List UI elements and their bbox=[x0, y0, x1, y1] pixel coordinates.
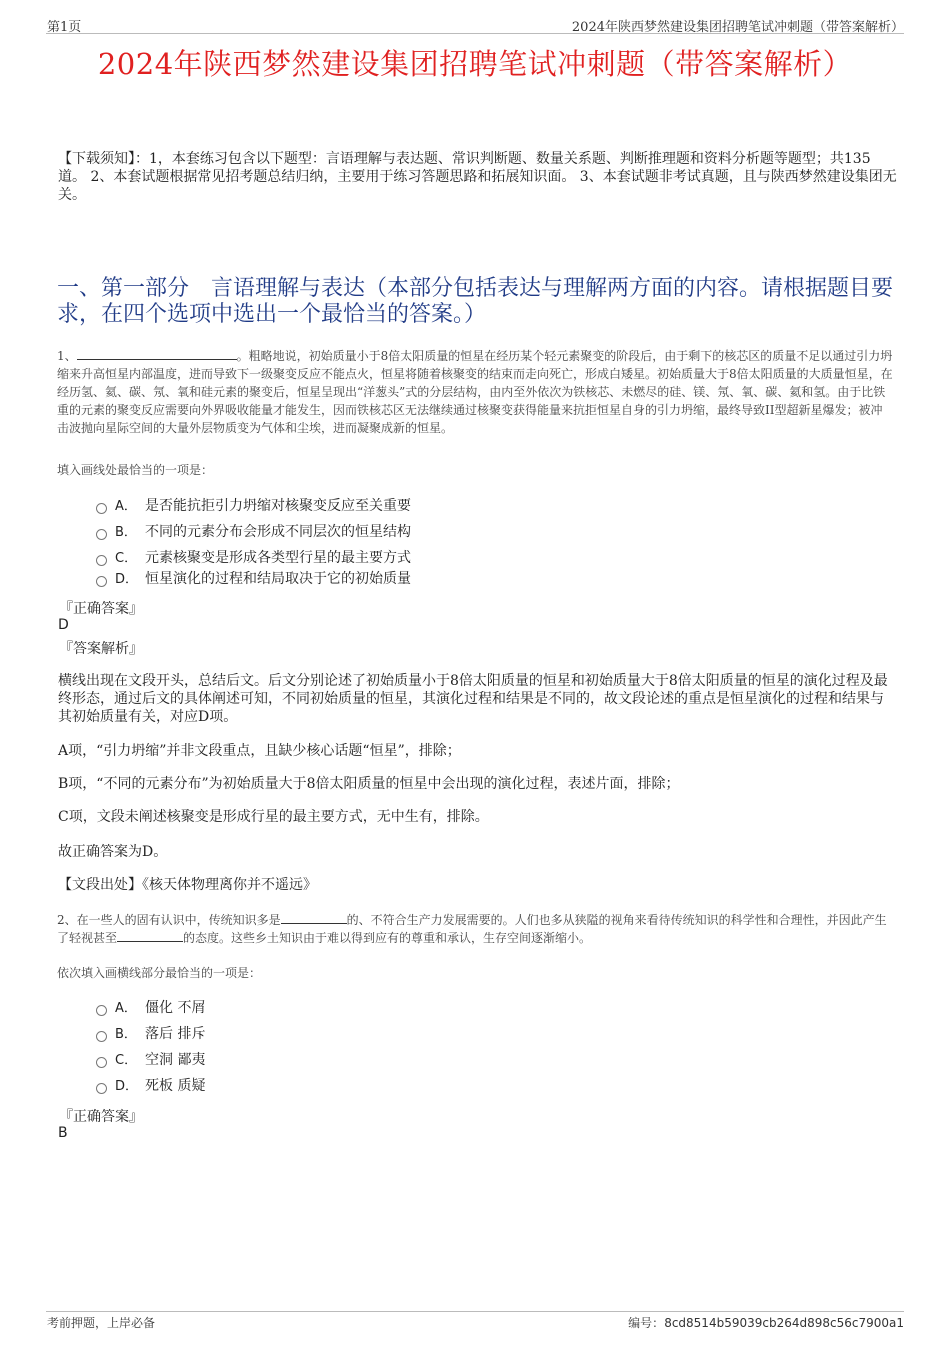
question-2-answer-label: 『正确答案』 bbox=[59, 1109, 143, 1125]
radio-icon[interactable] bbox=[96, 503, 107, 514]
radio-icon[interactable] bbox=[96, 529, 107, 540]
radio-icon[interactable] bbox=[96, 1005, 107, 1016]
page-number: 第1页 bbox=[47, 20, 82, 35]
footer-code-value: 8cd8514b59039cb264d898c56c7900a1 bbox=[664, 1316, 904, 1330]
question-2-answer: B bbox=[58, 1125, 68, 1141]
question-1-option-b[interactable]: B． 不同的元素分布会形成不同层次的恒星结构 bbox=[96, 522, 411, 542]
question-1-number: 1、 bbox=[57, 349, 77, 363]
question-1-answer-label: 『正确答案』 bbox=[59, 601, 143, 617]
question-1-body: 。粗略地说，初始质量小于8倍太阳质量的恒星在经历某个轻元素聚变的阶段后，由于剩下的核芯区的质量不足以通过引力坍缩来升高恒星内部温度，进而导致下一级聚变反应不能点火，恒星将随着核聚变的结束而走向死亡，形成白矮星。初始质量大于8倍太阳质量的大质量恒星，在经历氢、氦、碳、氖、氧和硅元素的聚变后，恒星呈现出“洋葱头”式的分层结构，由内至外依次为铁核芯、未燃尽的硅、镁、氖、氧、碳、氦和氢。由于比铁重的元素的聚变反应需要向外界吸收能量才能发生，因而铁核芯区无法继续通过核聚变获得能量来抗拒恒星自身的引力坍缩，最终导致II型超新星爆发；被冲击波抛向星际空间的大量外层物质变为气体和尘埃，进而凝聚成新的恒星。 bbox=[57, 349, 893, 435]
analysis-paragraph: 横线出现在文段开头，总结后文。后文分别论述了初始质量小于8倍太阳质量的恒星和初始质量大于8倍太阳质量的恒星的演化过程及最终形态，通过后文的具体阐述可知，不同初始质量的恒星，其演化过程和结果是不同的，故文段论述的重点是恒星演化的过程和结果与其初始质量有关，对应D项。 bbox=[58, 673, 888, 725]
footer-divider bbox=[46, 1311, 904, 1312]
analysis-paragraph: C项，文段未阐述核聚变是形成行星的最主要方式，无中生有，排除。 bbox=[58, 809, 489, 825]
question-1-text bbox=[57, 347, 893, 437]
analysis-paragraph: B项，“不同的元素分布”为初始质量大于8倍太阳质量的恒星中会出现的演化过程，表述片面，排除； bbox=[58, 776, 680, 792]
question-2-prompt: 依次填入画横线部分最恰当的一项是： bbox=[57, 966, 262, 980]
question-1-option-d[interactable]: D． 恒星演化的过程和结局取决于它的初始质量 bbox=[96, 569, 411, 589]
question-2-text: 2、在一些人的固有认识中，传统知识多是 的、不符合生产力发展需要的。人们也多从狭隘的视角来看待传统知识的科学性和合理性，并因此产生了轻视甚至 的态度。这些乡土知识由于难以得到应有的尊重和承认，生存空间逐渐缩小。 bbox=[57, 913, 887, 945]
radio-icon[interactable] bbox=[96, 1083, 107, 1094]
question-2-blank-2 bbox=[117, 929, 183, 942]
analysis-paragraph: 故正确答案为D。 bbox=[58, 844, 168, 860]
question-1-answer: D bbox=[58, 617, 69, 633]
radio-icon[interactable] bbox=[96, 1031, 107, 1042]
question-2-option-d[interactable]: D． 死板 质疑 bbox=[96, 1076, 205, 1096]
question-1-option-a[interactable]: A． 是否能抗拒引力坍缩对核聚变反应至关重要 bbox=[96, 496, 411, 516]
analysis-source: 【文段出处】《核天体物理离你并不遥远》 bbox=[58, 877, 317, 893]
footer-code-label: 编号： bbox=[628, 1316, 665, 1330]
question-2-number: 2、 bbox=[57, 913, 77, 927]
footer-slogan: 考前押题，上岸必备 bbox=[47, 1316, 156, 1330]
question-1-prompt: 填入画线处最恰当的一项是： bbox=[57, 463, 214, 477]
question-2-option-a[interactable]: A． 僵化 不屑 bbox=[96, 998, 205, 1018]
header-doc-title: 2024年陕西梦然建设集团招聘笔试冲刺题（带答案解析） bbox=[571, 20, 904, 35]
footer-code bbox=[628, 1314, 904, 1331]
analysis-paragraph: A项，“引力坍缩”并非文段重点，且缺少核心话题“恒星”，排除； bbox=[58, 743, 461, 759]
question-1-blank bbox=[77, 347, 237, 360]
radio-icon[interactable] bbox=[96, 555, 107, 566]
question-2-option-b[interactable]: B． 落后 排斥 bbox=[96, 1024, 205, 1044]
question-2-option-c[interactable]: C． 空洞 鄙夷 bbox=[96, 1050, 205, 1070]
question-1-option-c[interactable]: C． 元素核聚变是形成各类型行星的最主要方式 bbox=[96, 548, 411, 568]
section-title: 一、第一部分 言语理解与表达（本部分包括表达与理解两方面的内容。请根据题目要求，在四个选项中选出一个最恰当的答案。） bbox=[57, 276, 894, 327]
header-divider bbox=[46, 33, 904, 34]
question-1-analysis-label: 『答案解析』 bbox=[59, 641, 143, 657]
download-notice: 【下载须知】：1，本套练习包含以下题型：言语理解与表达题、常识判断题、数量关系题、判断推理题和资料分析题等题型；共135道。 2、本套试题根据常见招考题总结归纳，主要用于练习答题思路和拓展知识面。 3、本套试题非考试真题，且与陕西梦然建设集团无关。 bbox=[58, 151, 897, 203]
radio-icon[interactable] bbox=[96, 576, 107, 587]
question-2-blank-1 bbox=[281, 911, 347, 924]
radio-icon[interactable] bbox=[96, 1057, 107, 1068]
page-title: 2024年陕西梦然建设集团招聘笔试冲刺题（带答案解析） bbox=[97, 47, 853, 81]
